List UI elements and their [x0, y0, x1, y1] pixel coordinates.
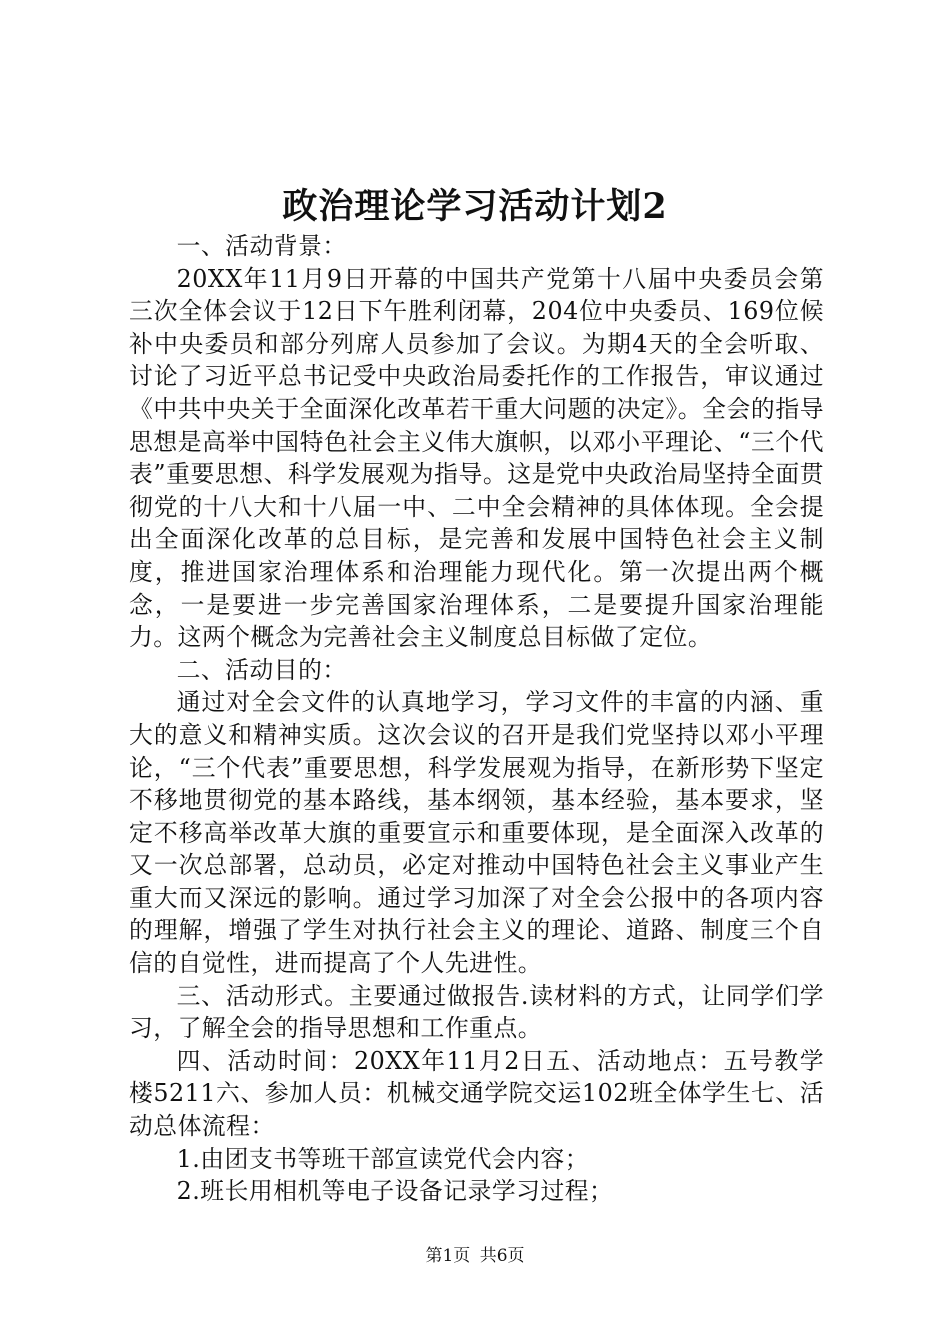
- page-number-footer: 第1页 共6页: [425, 1246, 525, 1266]
- document-body: [129, 230, 824, 1208]
- document-title: 政治理论学习活动计划2: [282, 186, 668, 227]
- section-heading-purpose: 二、活动目的：: [176, 655, 347, 684]
- paragraph-background: 20XX年11月9日开幕的中国共产党第十八届中央委员会第三次全体会议于12日下午胜利闭幕，204位中央委员、169位候补中央委员和部分列席人员参加了会议。为期4天的全会听取、讨论了习近平总书记受中央政治局委托作的工作报告，审议通过《中共中央关于全面深化改革若干重大问题的决定》。全会的指导思想是高举中国特色社会主义伟大旗帜，以邓小平理论、“三个代表”重要思想、科学发展观为指导。这是党中央政治局坚持全面贯彻党的十八大和十八届一中、二中全会精神的具体体现。全会提出全面深化改革的总目标，是完善和发展中国特色社会主义制度，推进国家治理体系和治理能力现代化。第一次提出两个概念，一是要进一步完善国家治理体系，二是要提升国家治理能力。这两个概念为完善社会主义制度总目标做了定位。: [129, 264, 824, 652]
- paragraph-purpose: 通过对全会文件的认真地学习，学习文件的丰富的内涵、重大的意义和精神实质。这次会议的召开是我们党坚持以邓小平理论，“三个代表”重要思想，科学发展观为指导，在新形势下坚定不移地贯彻党的基本路线，基本纲领，基本经验，基本要求，坚定不移高举改革大旗的重要宣示和重要体现，是全面深入改革的又一次总部署，总动员，必定对推动中国特色社会主义事业产生重大而又深远的影响。通过学习加深了对全会公报中的各项内容的理解，增强了学生对执行社会主义的理论、道路、制度三个自信的自觉性，进而提高了个人先进性。: [129, 688, 824, 978]
- section-heading-background: 一、活动背景：: [176, 232, 347, 260]
- process-step-1: 1.由团支书等班干部宣读党代会内容；: [176, 1144, 590, 1173]
- paragraph-form: 三、活动形式。主要通过做报告.读材料的方式，让同学们学习，了解全会的指导思想和工作重点。: [129, 981, 824, 1043]
- paragraph-time-place-participants: 四、活动时间：20XX年11月2日五、活动地点：五号教学楼5211六、参加人员：机械交通学院交运102班全体学生七、活动总体流程：: [129, 1046, 824, 1141]
- process-step-2: 2.班长用相机等电子设备记录学习过程；: [176, 1177, 614, 1206]
